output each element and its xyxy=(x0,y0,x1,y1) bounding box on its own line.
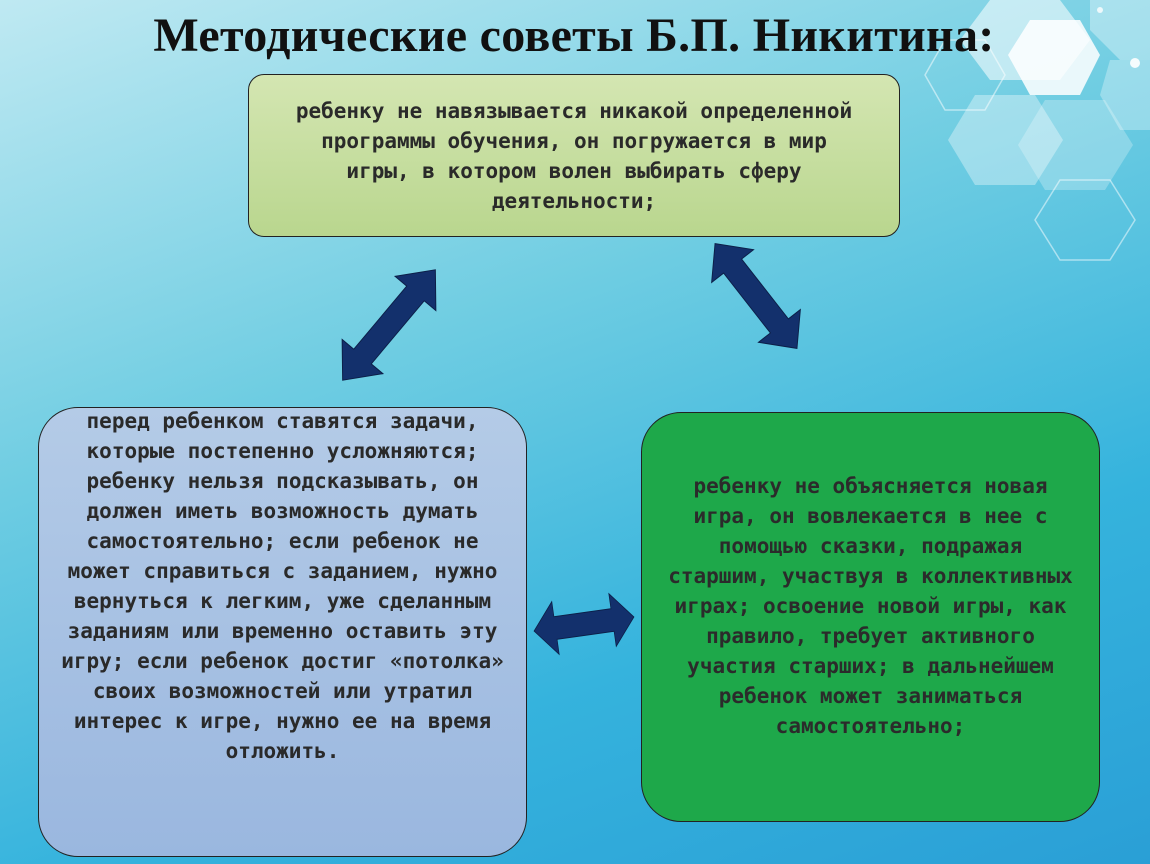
page-title: Методические советы Б.П. Никитина: xyxy=(153,9,995,62)
arrow-bottom xyxy=(530,591,637,658)
top-advice-text: ребенку не навязывается никакой определенной программы обучения, он погружается в мир игры, в котором волен выбирать сферу деятельности; xyxy=(295,98,853,213)
arrow-top-left xyxy=(322,253,455,398)
arrow-top-right xyxy=(694,227,818,365)
left-advice-text: перед ребенком ставятся задачи, которые постепенно усложняются; ребенку нельзя подсказывать, он должен иметь возможность думать самостоятельно; если ребенок не может справиться с заданием, нужно вернуться к легким, уже сделанным заданиям или временно оставить эту игру; если ребенок достиг «потолка» своих возможностей или утратил интерес к игре, нужно ее на время отложить. xyxy=(61,409,504,763)
right-advice-text: ребенку не объясняется новая игра, он вовлекается в нее с помощью сказки, подражая старшим, участвуя в коллективных играх; освоение новой игры, как правило, требует активного участия старших; в дальнейшем ребенок может заниматься самостоятельно; xyxy=(668,474,1073,738)
